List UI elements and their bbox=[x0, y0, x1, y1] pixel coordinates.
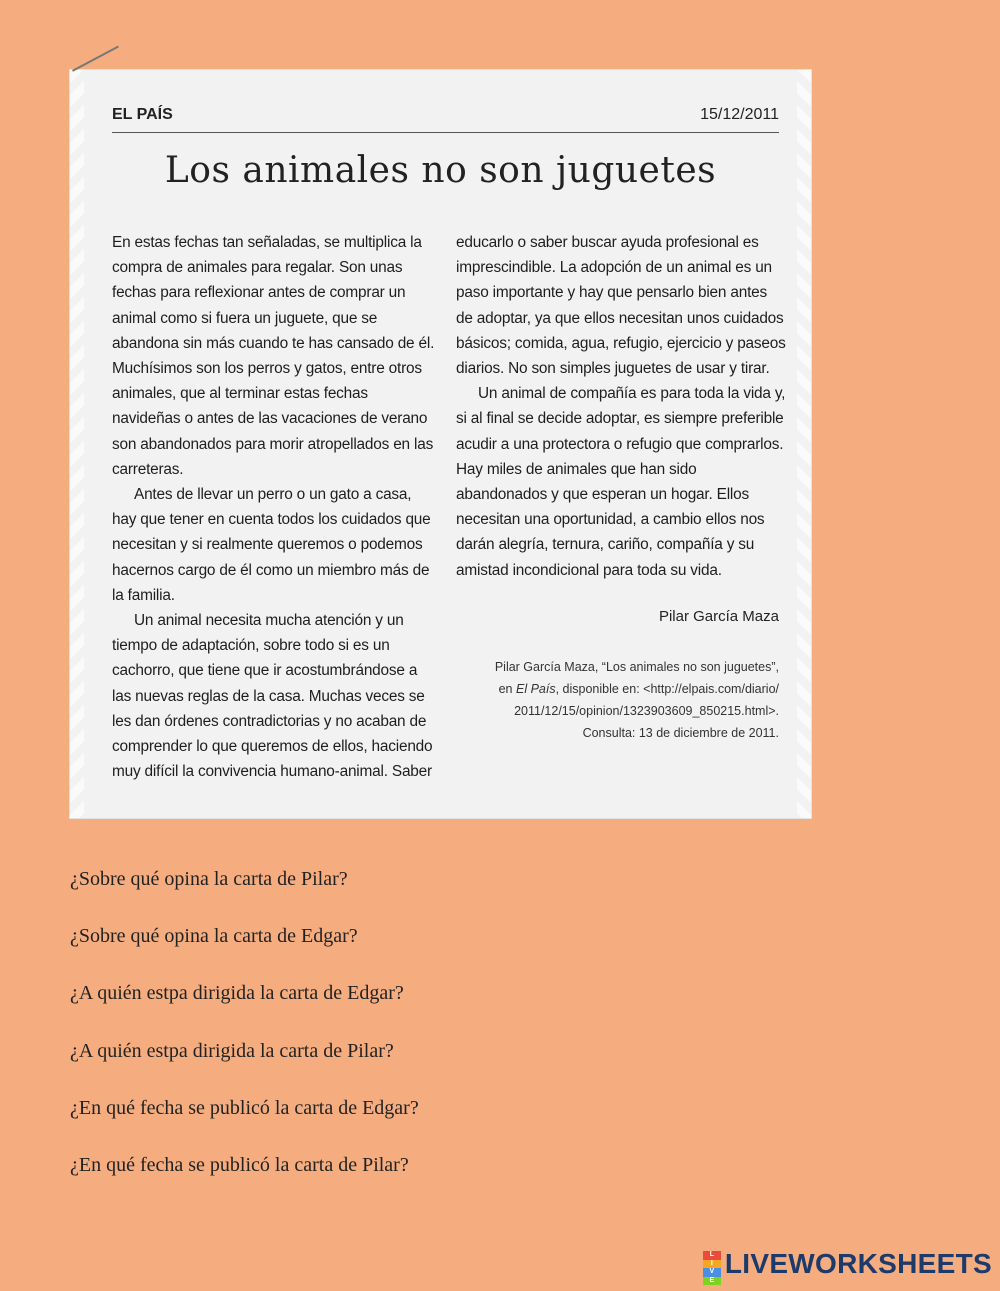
brand-name: LIVEWORKSHEETS bbox=[724, 1248, 992, 1279]
question-list bbox=[70, 864, 419, 1207]
article-paragraph: Un animal de compañía es para toda la vida y, si al final se decide adoptar, es siempre preferible acudir a una protectora o refugio que comprarlos. Hay miles de animales que han sido abandonados y que esperan un hogar. Ellos necesitan una oportunidad, a cambio ellos nos darán alegría, ternura, cariño, compañía y su amistad incondicional para toda su vida. bbox=[456, 385, 786, 579]
article-citation bbox=[479, 656, 779, 744]
fold-mark bbox=[72, 46, 119, 72]
newspaper-name: EL PAÍS bbox=[112, 106, 173, 123]
question-item: ¿Sobre qué opina la carta de Pilar? bbox=[70, 868, 348, 890]
article-paragraph: Un animal necesita mucha atención y un tiempo de adaptación, sobre todo si es un cachorro, que tiene que ir acostumbrándose a las nuevas reglas de la casa. Muchas veces se les dan órdenes contradictorias y no acaban de comprender lo que queremos de ellos, haciendo muy difícil la convivencia humano-animal. Saber bbox=[112, 612, 433, 781]
liveworksheets-brand[interactable] bbox=[703, 1247, 992, 1284]
article-column-left bbox=[112, 230, 437, 784]
article-author: Pilar García Maza bbox=[658, 608, 779, 625]
logo-letter: I bbox=[703, 1260, 721, 1269]
publication-date: 15/12/2011 bbox=[700, 106, 779, 123]
citation-line: Pilar García Maza, “Los animales no son juguetes”, bbox=[494, 660, 779, 674]
question-item: ¿En qué fecha se publicó la carta de Pilar? bbox=[70, 1153, 409, 1176]
question-item: ¿A quién estpa dirigida la carta de Edgar? bbox=[70, 982, 404, 1005]
citation-text: , disponible en: <http://elpais.com/diario/ bbox=[555, 682, 779, 696]
article-paragraph: En estas fechas tan señaladas, se multiplica la compra de animales para regalar. Son unas fechas para reflexionar antes de comprar un animal como si fuera un juguete, que se abandona sin más cuando te has cansado de él. Muchísimos son los perros y gatos, entre otros animales, que al terminar estas fechas navideñas o antes de las vacaciones de verano son abandonados para morir atropellados en las carreteras. bbox=[112, 234, 435, 478]
citation-text: en bbox=[498, 682, 516, 696]
newspaper-clipping bbox=[70, 70, 811, 818]
newspaper-header bbox=[112, 104, 779, 133]
logo-letter: V bbox=[703, 1268, 721, 1277]
article-headline: Los animales no son juguetes bbox=[164, 150, 717, 191]
article-paragraph: educarlo o saber buscar ayuda profesional es imprescindible. La adopción de un animal es un paso importante y hay que pensarlo bien antes de adoptar, ya que ellos necesitan unos cuidados básicos; comida, agua, refugio, ejercicio y paseos diarios. No son simples juguetes de usar y tirar. bbox=[456, 234, 786, 378]
question-item: ¿A quién estpa dirigida la carta de Pilar? bbox=[70, 1039, 394, 1062]
citation-line: 2011/12/15/opinion/1323903609_850215.html>. bbox=[514, 704, 779, 718]
liveworksheets-logo-icon bbox=[703, 1251, 721, 1284]
logo-letter: E bbox=[703, 1277, 721, 1286]
question-item: ¿En qué fecha se publicó la carta de Edgar? bbox=[70, 1096, 419, 1119]
citation-line: Consulta: 13 de diciembre de 2011. bbox=[582, 726, 779, 740]
article-paragraph: Antes de llevar un perro o un gato a casa, hay que tener en cuenta todos los cuidados que necesitan y si realmente queremos o podemos hacernos cargo de él como un miembro más de la familia. bbox=[112, 486, 431, 604]
logo-letter: L bbox=[703, 1251, 721, 1260]
question-item: ¿Sobre qué opina la carta de Edgar? bbox=[70, 925, 358, 948]
article-column-right bbox=[456, 230, 786, 583]
citation-source: El País bbox=[515, 682, 556, 696]
citation-line bbox=[479, 678, 779, 700]
